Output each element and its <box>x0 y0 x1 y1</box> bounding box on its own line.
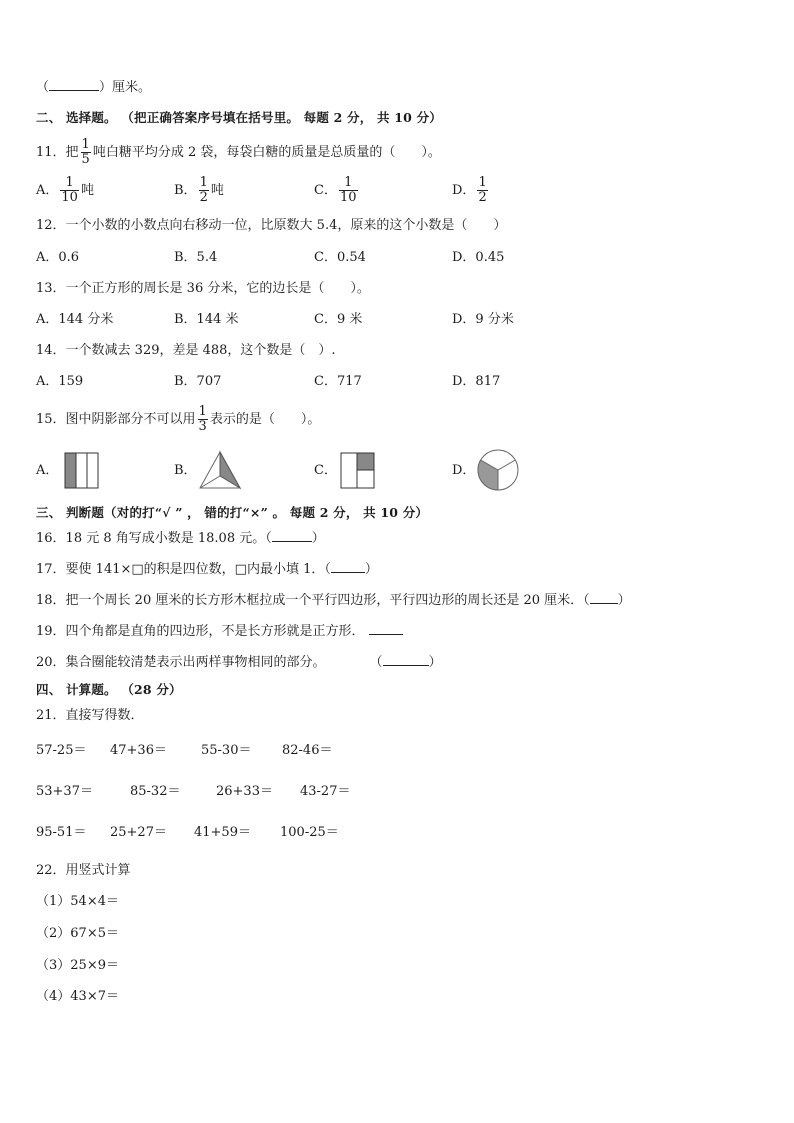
calc-item: 57-25＝ <box>36 743 87 758</box>
question-21: 21．直接写得数． <box>36 708 144 723</box>
section-heading-judgment: 三、 判断题（对的打“√ ” ， 错的打“×” 。 每题 2 分， 共 10 分） <box>36 505 429 520</box>
answer-blank[interactable] <box>272 529 312 542</box>
q14-option-a[interactable]: A．159 <box>36 374 84 389</box>
question-16: 16．18 元 8 角写成小数是 18.08 元。（ ） <box>36 531 325 546</box>
q13-option-a[interactable]: A．144 分米 <box>36 312 114 327</box>
q11-option-d[interactable]: D． $\frac{1}{2}$ <box>452 175 487 205</box>
calc-item: 25+27＝ <box>110 825 167 840</box>
answer-blank[interactable] <box>369 622 403 635</box>
calc-item: 43-27＝ <box>300 784 351 799</box>
section-heading-choice: 二、 选择题。 （把正确答案序号填在括号里。 每题 2 分， 共 10 分） <box>36 110 443 125</box>
q13-option-d[interactable]: D．9 分米 <box>452 312 514 327</box>
q13-option-c[interactable]: C．9 米 <box>314 312 363 327</box>
question-15: 15．图中阴影部分不可以用 $\frac{1}{3}$ 表示的是（ ）。 <box>36 404 321 434</box>
circle-thirds-figure <box>476 448 520 492</box>
q12-option-b[interactable]: B．5.4 <box>174 250 218 265</box>
calc-item: 100-25＝ <box>280 825 339 840</box>
q11-option-a[interactable]: A． $\frac{1}{10}$ 吨 <box>36 175 94 205</box>
q14-option-d[interactable]: D．817 <box>452 374 501 389</box>
question-12: 12．一个小数的小数点向右移动一位，比原数大 5.4，原来的这个小数是（ ） <box>36 218 507 233</box>
section-heading-calculation: 四、 计算题。 （28 分） <box>36 682 182 697</box>
calc-item: 85-32＝ <box>130 784 181 799</box>
q11-option-c[interactable]: C． $\frac{1}{10}$ <box>314 175 357 205</box>
calc-item: 55-30＝ <box>201 743 252 758</box>
q11-option-b[interactable]: B． $\frac{1}{2}$ 吨 <box>174 175 224 205</box>
calc-item: 47+36＝ <box>110 743 167 758</box>
q15-option-d[interactable]: D． <box>452 463 476 478</box>
fraction: $\frac{1}{3}$ <box>198 404 207 434</box>
answer-blank[interactable] <box>49 78 99 91</box>
question-13: 13．一个正方形的周长是 36 分米，它的边长是（ ）。 <box>36 281 370 296</box>
rectangle-thirds-figure <box>64 452 100 490</box>
question-19: 19．四个角都是直角的四边形，不是长方形就是正方形． <box>36 622 403 642</box>
q12-option-a[interactable]: A．0.6 <box>36 250 80 265</box>
answer-blank[interactable] <box>331 560 365 573</box>
vertical-calc-item: （2）67×5＝ <box>36 926 119 941</box>
calc-item: 41+59＝ <box>194 825 251 840</box>
q13-option-b[interactable]: B．144 米 <box>174 312 239 327</box>
calc-item: 53+37＝ <box>36 784 93 799</box>
calc-item: 95-51＝ <box>36 825 87 840</box>
vertical-calc-item: （1）54×4＝ <box>36 894 119 909</box>
q14-option-c[interactable]: C．717 <box>314 374 362 389</box>
square-grid-figure <box>340 452 376 490</box>
question-14: 14．一个数减去 329，差是 488，这个数是（ ）. <box>36 343 336 358</box>
q14-option-b[interactable]: B．707 <box>174 374 222 389</box>
triangle-figure <box>198 450 242 490</box>
vertical-calc-item: （3）25×9＝ <box>36 958 119 973</box>
calc-item: 82-46＝ <box>282 743 333 758</box>
answer-line-prev: （ ）厘米。 <box>36 80 152 95</box>
q15-option-b[interactable]: B． <box>174 463 197 478</box>
question-22: 22．用竖式计算 <box>36 863 131 878</box>
calc-item: 26+33＝ <box>216 784 273 799</box>
q15-option-c[interactable]: C． <box>314 463 337 478</box>
question-17: 17．要使 141×□的积是四位数，□内最小填 1．（ ） <box>36 562 378 577</box>
q12-option-c[interactable]: C．0.54 <box>314 250 366 265</box>
vertical-calc-item: （4）43×7＝ <box>36 989 119 1004</box>
answer-blank[interactable] <box>590 591 618 604</box>
question-18: 18．把一个周长 20 厘米的长方形木框拉成一个平行四边形，平行四边形的周长还是 20 厘米．（ ） <box>36 593 631 608</box>
answer-blank[interactable] <box>383 653 429 666</box>
fraction: $\frac{1}{5}$ <box>81 137 90 167</box>
question-11: 11．把 $\frac{1}{5}$ 吨白糖平均分成 2 袋，每袋白糖的质量是总质量的（ ）。 <box>36 137 441 167</box>
question-20: 20．集合圈能较清楚表示出两样事物相同的部分。 （ ） <box>36 655 442 670</box>
q15-option-a[interactable]: A． <box>36 463 59 478</box>
q12-option-d[interactable]: D．0.45 <box>452 250 505 265</box>
